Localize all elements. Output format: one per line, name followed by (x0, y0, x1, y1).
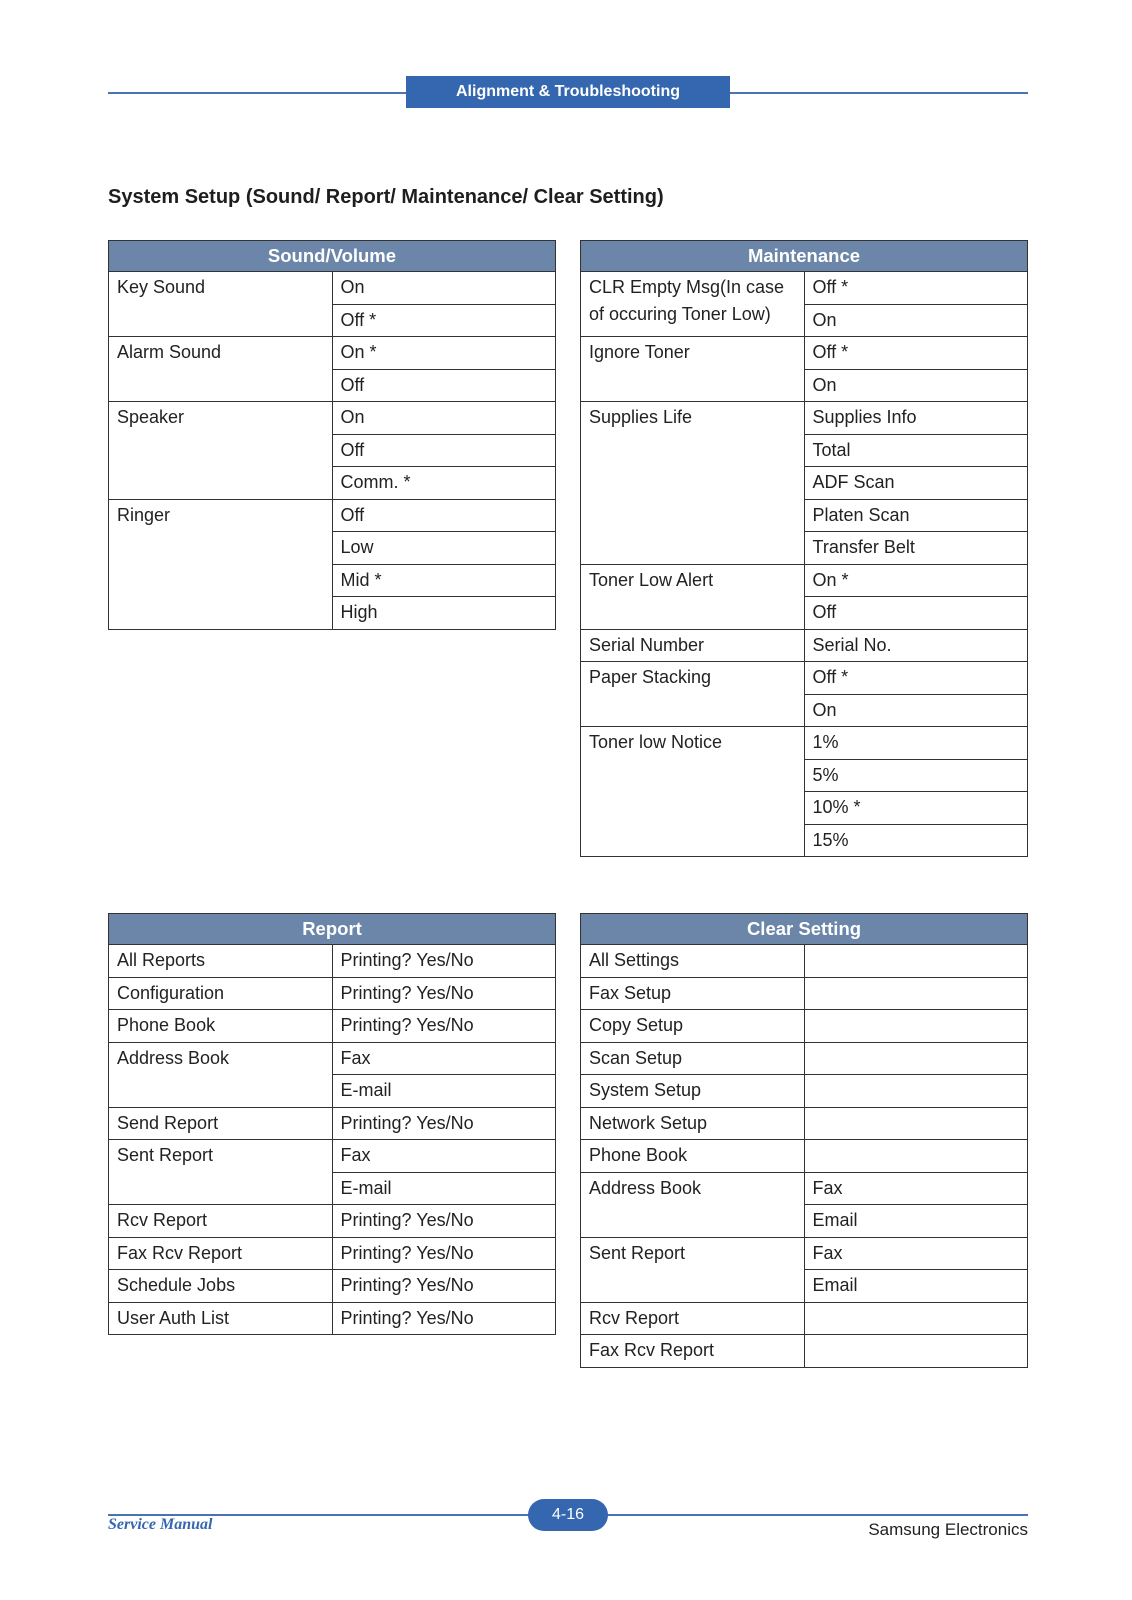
menu-item-label: Fax Rcv Report (581, 1335, 805, 1368)
table-row (109, 402, 556, 435)
menu-option: Printing? Yes/No (332, 1205, 556, 1238)
table-row (581, 727, 1028, 760)
menu-option: On (804, 369, 1028, 402)
table-row (581, 1010, 1028, 1043)
menu-item-label: Address Book (581, 1172, 805, 1237)
table-row (109, 337, 556, 370)
table-row (581, 337, 1028, 370)
menu-option: Printing? Yes/No (332, 977, 556, 1010)
menu-option: Fax (332, 1042, 556, 1075)
menu-item-label: Phone Book (581, 1140, 805, 1173)
menu-item-label: Phone Book (109, 1010, 333, 1043)
menu-item-label: Ignore Toner (581, 337, 805, 402)
footer-company: Samsung Electronics (868, 1520, 1028, 1539)
table-row (581, 662, 1028, 695)
menu-item-label: Schedule Jobs (109, 1270, 333, 1303)
table-row (581, 402, 1028, 435)
menu-option: Off (332, 499, 556, 532)
menu-item-label: Fax Rcv Report (109, 1237, 333, 1270)
menu-option: On (804, 694, 1028, 727)
menu-option: E-mail (332, 1172, 556, 1205)
report-table (108, 913, 556, 1335)
menu-option: Email (804, 1270, 1028, 1303)
menu-option: Printing? Yes/No (332, 1270, 556, 1303)
table-row (109, 977, 556, 1010)
menu-item-label: Serial Number (581, 629, 805, 662)
menu-item-label: Fax Setup (581, 977, 805, 1010)
table-row (581, 1075, 1028, 1108)
menu-option: On (332, 402, 556, 435)
table-row (581, 1172, 1028, 1205)
menu-option: High (332, 597, 556, 630)
menu-option: Off * (804, 662, 1028, 695)
table-row (581, 1335, 1028, 1368)
menu-item-label: Configuration (109, 977, 333, 1010)
menu-option (804, 945, 1028, 978)
menu-option: Off (332, 434, 556, 467)
table-row (109, 1302, 556, 1335)
table-title: Report (109, 914, 556, 945)
table-row (581, 629, 1028, 662)
menu-option: Printing? Yes/No (332, 1107, 556, 1140)
table-row (109, 272, 556, 305)
table-row (109, 945, 556, 978)
menu-item-label: Copy Setup (581, 1010, 805, 1043)
menu-option (804, 1010, 1028, 1043)
table-row (109, 1042, 556, 1075)
menu-item-label: CLR Empty Msg(In case of occuring Toner Low) (581, 272, 805, 337)
menu-item-label: Send Report (109, 1107, 333, 1140)
table-row (581, 1042, 1028, 1075)
menu-option: Platen Scan (804, 499, 1028, 532)
menu-item-label: Toner low Notice (581, 727, 805, 857)
menu-option: E-mail (332, 1075, 556, 1108)
menu-item-label: Key Sound (109, 272, 333, 337)
menu-option: On (804, 304, 1028, 337)
menu-option: Transfer Belt (804, 532, 1028, 565)
menu-option: Fax (804, 1172, 1028, 1205)
menu-option: 5% (804, 759, 1028, 792)
table-row (109, 1205, 556, 1238)
clear-setting-table (580, 913, 1028, 1368)
menu-item-label: Address Book (109, 1042, 333, 1107)
menu-option: On * (332, 337, 556, 370)
menu-item-label: Paper Stacking (581, 662, 805, 727)
menu-option: Printing? Yes/No (332, 1237, 556, 1270)
table-row (581, 1237, 1028, 1270)
menu-item-label: Scan Setup (581, 1042, 805, 1075)
menu-option: Low (332, 532, 556, 565)
menu-option: Total (804, 434, 1028, 467)
menu-option: Fax (332, 1140, 556, 1173)
menu-item-label: Speaker (109, 402, 333, 500)
menu-option: Serial No. (804, 629, 1028, 662)
table-row (109, 499, 556, 532)
menu-option: Off * (332, 304, 556, 337)
table-title: Sound/Volume (109, 241, 556, 272)
menu-option: ADF Scan (804, 467, 1028, 500)
menu-option (804, 1335, 1028, 1368)
menu-item-label: Ringer (109, 499, 333, 629)
menu-option (804, 977, 1028, 1010)
menu-option: 1% (804, 727, 1028, 760)
menu-item-label: Toner Low Alert (581, 564, 805, 629)
menu-option: Email (804, 1205, 1028, 1238)
table-row (581, 272, 1028, 305)
table-title: Clear Setting (581, 914, 1028, 945)
table-row (109, 1140, 556, 1173)
table-row (581, 945, 1028, 978)
menu-option: 10% * (804, 792, 1028, 825)
menu-option: On * (804, 564, 1028, 597)
menu-option: 15% (804, 824, 1028, 857)
menu-option: Supplies Info (804, 402, 1028, 435)
menu-item-label: Alarm Sound (109, 337, 333, 402)
table-row (581, 1107, 1028, 1140)
menu-item-label: All Settings (581, 945, 805, 978)
menu-option: Printing? Yes/No (332, 1302, 556, 1335)
chapter-banner: Alignment & Troubleshooting (406, 76, 730, 108)
menu-option (804, 1140, 1028, 1173)
table-row (581, 977, 1028, 1010)
table-row (109, 1010, 556, 1043)
menu-option (804, 1042, 1028, 1075)
table-row (109, 1270, 556, 1303)
footer-manual-label: Service Manual (108, 1516, 213, 1533)
table-row (109, 1107, 556, 1140)
menu-item-label: Supplies Life (581, 402, 805, 565)
menu-item-label: Rcv Report (581, 1302, 805, 1335)
section-title: System Setup (Sound/ Report/ Maintenance/ Clear Setting) (108, 186, 664, 208)
maintenance-table (580, 240, 1028, 857)
menu-option: Off (332, 369, 556, 402)
menu-option: Off * (804, 337, 1028, 370)
menu-option (804, 1107, 1028, 1140)
menu-option: Printing? Yes/No (332, 1010, 556, 1043)
menu-option: On (332, 272, 556, 305)
menu-item-label: Sent Report (581, 1237, 805, 1302)
sound-volume-table (108, 240, 556, 630)
menu-option: Off * (804, 272, 1028, 305)
menu-option: Off (804, 597, 1028, 630)
menu-option (804, 1302, 1028, 1335)
menu-item-label: System Setup (581, 1075, 805, 1108)
table-row (581, 1302, 1028, 1335)
menu-option (804, 1075, 1028, 1108)
page-number: 4-16 (528, 1499, 608, 1531)
menu-option: Printing? Yes/No (332, 945, 556, 978)
table-row (109, 1237, 556, 1270)
menu-item-label: Rcv Report (109, 1205, 333, 1238)
menu-option: Comm. * (332, 467, 556, 500)
menu-item-label: Network Setup (581, 1107, 805, 1140)
menu-item-label: All Reports (109, 945, 333, 978)
table-row (581, 564, 1028, 597)
table-title: Maintenance (581, 241, 1028, 272)
table-row (581, 1140, 1028, 1173)
menu-option: Mid * (332, 564, 556, 597)
menu-option: Fax (804, 1237, 1028, 1270)
menu-item-label: Sent Report (109, 1140, 333, 1205)
menu-item-label: User Auth List (109, 1302, 333, 1335)
